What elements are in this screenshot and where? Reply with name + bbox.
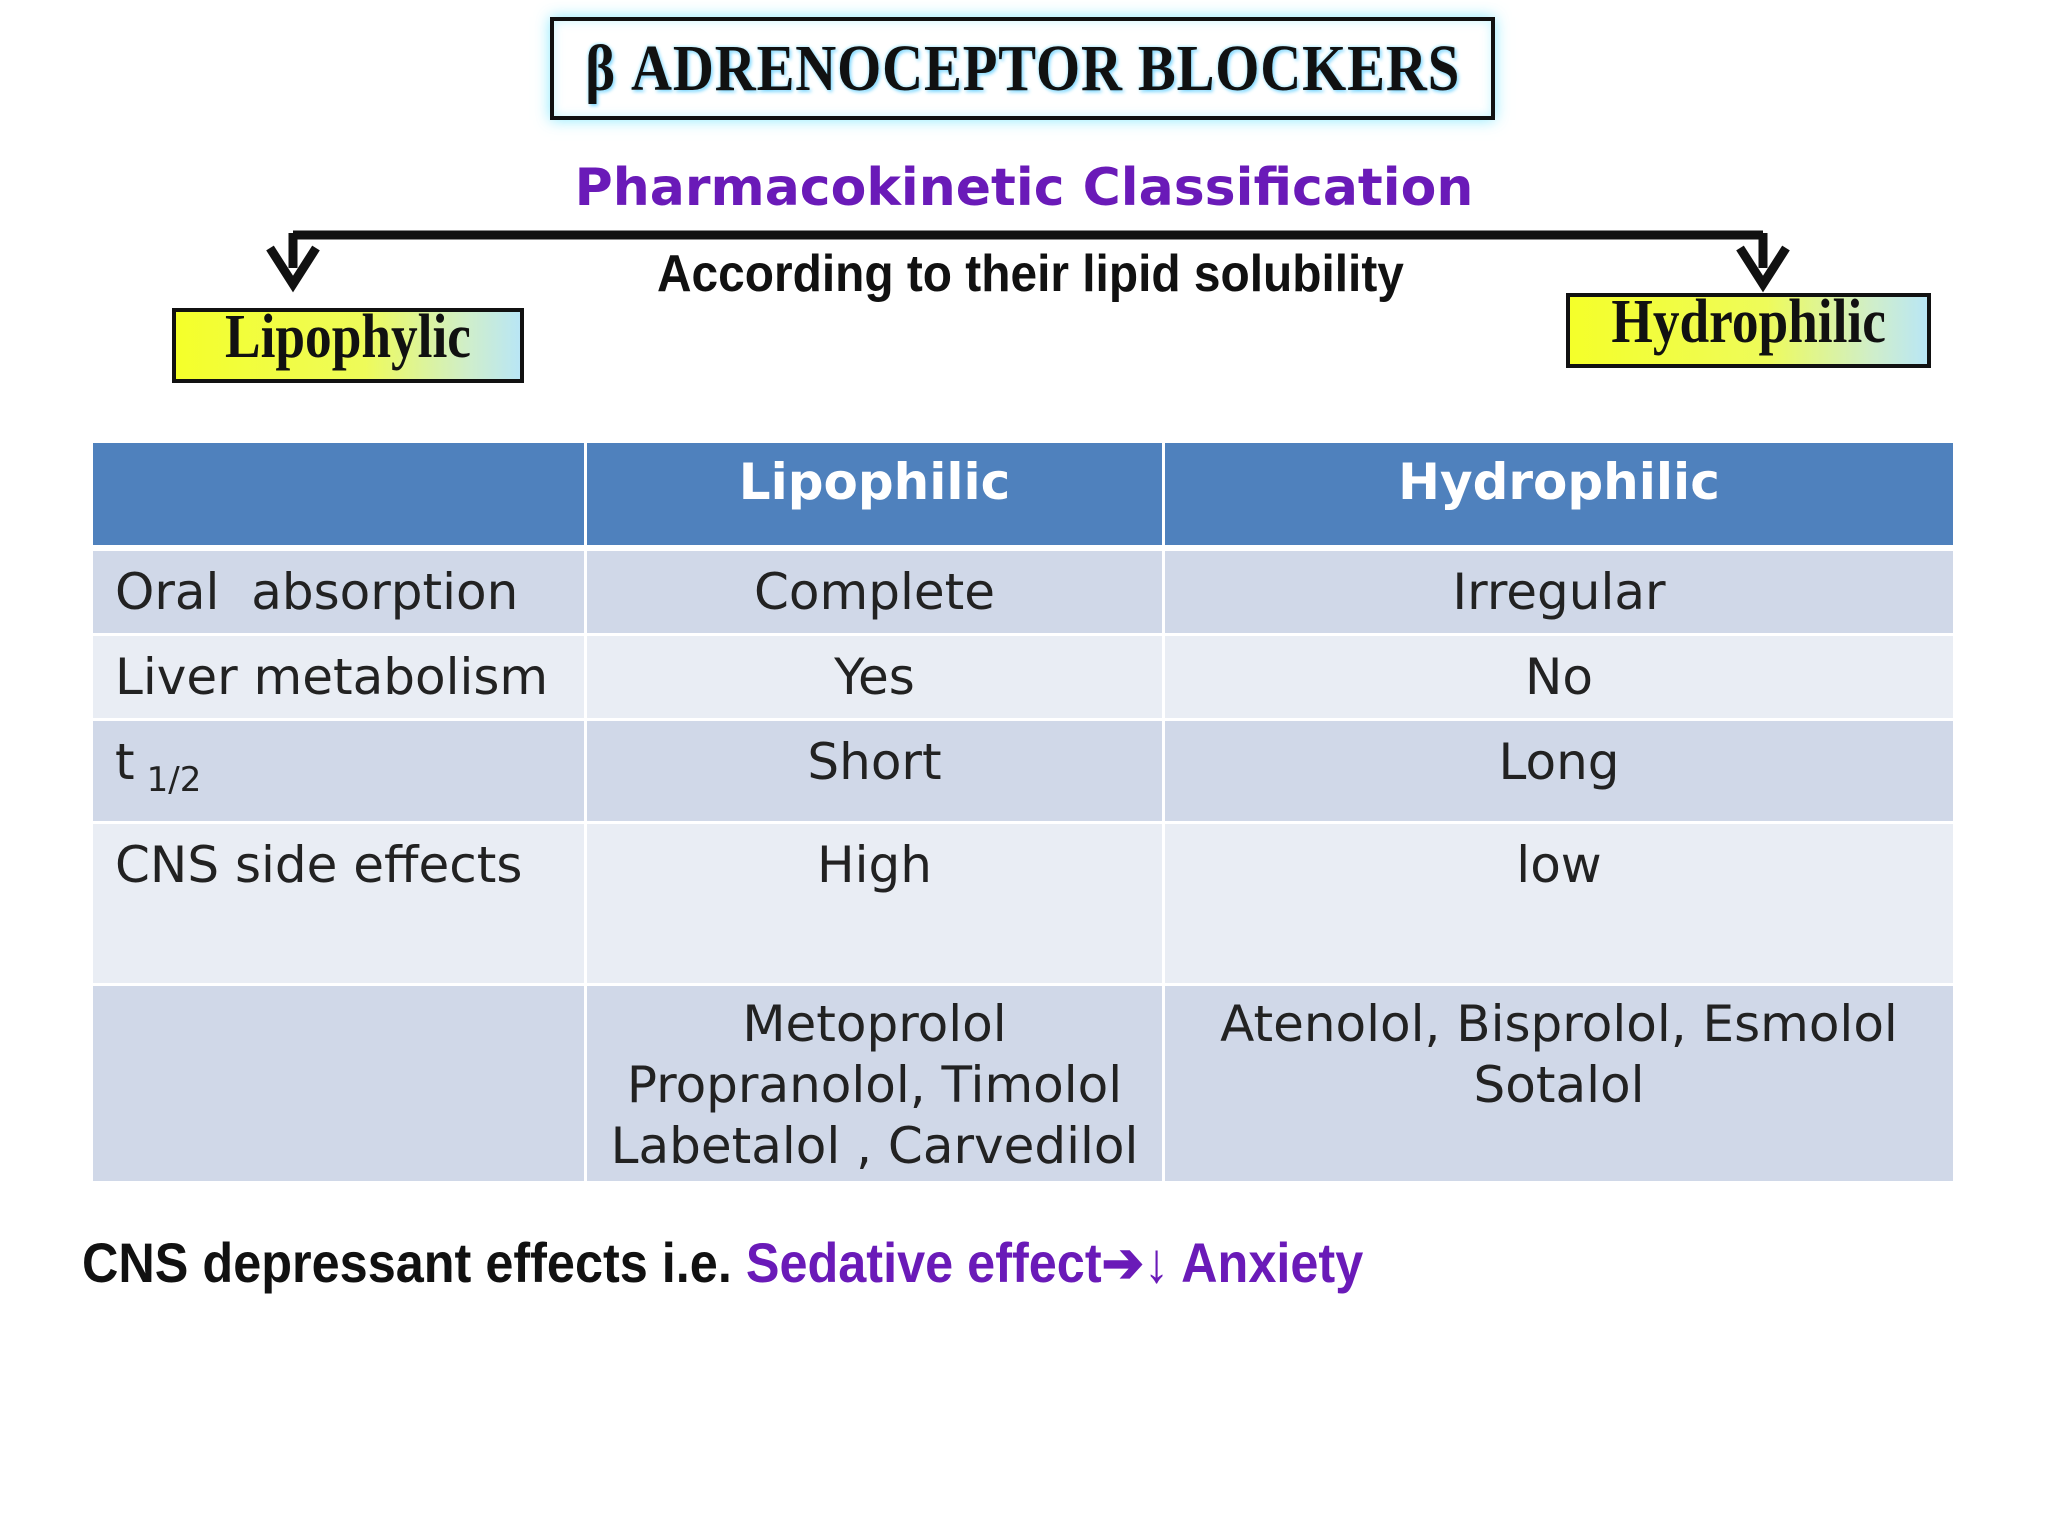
table-row: [93, 551, 1953, 636]
hydrophilic-tag: [1566, 293, 1931, 368]
lipophilic-value: High: [587, 824, 1165, 986]
row-label-half-life: [93, 721, 587, 824]
lipophylic-tag: [172, 308, 524, 383]
examples-empty-cell: [93, 986, 587, 1184]
drug-list-item: Propranolol, Timolol: [626, 1056, 1123, 1114]
lipophilic-value: Short: [587, 721, 1165, 824]
row-label: Oral absorption: [93, 551, 587, 636]
right-arrow-icon: ➔: [1101, 1231, 1144, 1294]
footer-effect: Sedative effect: [745, 1231, 1102, 1294]
hydrophilic-tag-label: Hydrophilic: [1611, 293, 1886, 356]
half-life-symbol: t: [115, 733, 135, 791]
footer-note: [82, 1230, 1363, 1296]
header-hydrophilic: Hydrophilic: [1165, 443, 1953, 551]
page-title: β ADRENOCEPTOR BLOCKERS: [585, 31, 1460, 105]
hydrophilic-value: Irregular: [1165, 551, 1953, 636]
lipophilic-value: Yes: [587, 636, 1165, 721]
table-row-examples: [93, 986, 1953, 1184]
table-header-row: [93, 443, 1953, 551]
lipophylic-tag-label: Lipophylic: [225, 308, 471, 371]
down-arrow-icon: ↓: [1143, 1231, 1170, 1294]
footer-prefix: CNS depressant effects i.e.: [82, 1231, 746, 1294]
hydrophilic-value: Long: [1165, 721, 1953, 824]
subtitle: Pharmacokinetic Classification: [574, 158, 1474, 218]
hydrophilic-value: No: [1165, 636, 1953, 721]
row-label: CNS side effects: [93, 824, 587, 986]
comparison-table: [93, 443, 1953, 1184]
drug-list-item: Atenolol, Bisprolol, Esmolol: [1220, 995, 1898, 1053]
lipophilic-examples: [587, 986, 1165, 1184]
table-row: [93, 636, 1953, 721]
drug-list-item: Metoprolol: [742, 995, 1007, 1053]
lipid-solubility-note: According to their lipid solubility: [657, 245, 1404, 303]
half-life-subscript: 1/2: [146, 760, 202, 800]
hydrophilic-value: low: [1165, 824, 1953, 986]
header-lipophilic: Lipophilic: [587, 443, 1165, 551]
footer-result: Anxiety: [1169, 1231, 1364, 1294]
lipophilic-value: Complete: [587, 551, 1165, 636]
table-row: [93, 824, 1953, 986]
header-empty-cell: [93, 443, 587, 551]
drug-list-item: Sotalol: [1473, 1056, 1645, 1114]
hydrophilic-examples: [1165, 986, 1953, 1184]
drug-list-item: Labetalol , Carvedilol: [610, 1117, 1139, 1175]
row-label: Liver metabolism: [93, 636, 587, 721]
table-row: [93, 721, 1953, 824]
